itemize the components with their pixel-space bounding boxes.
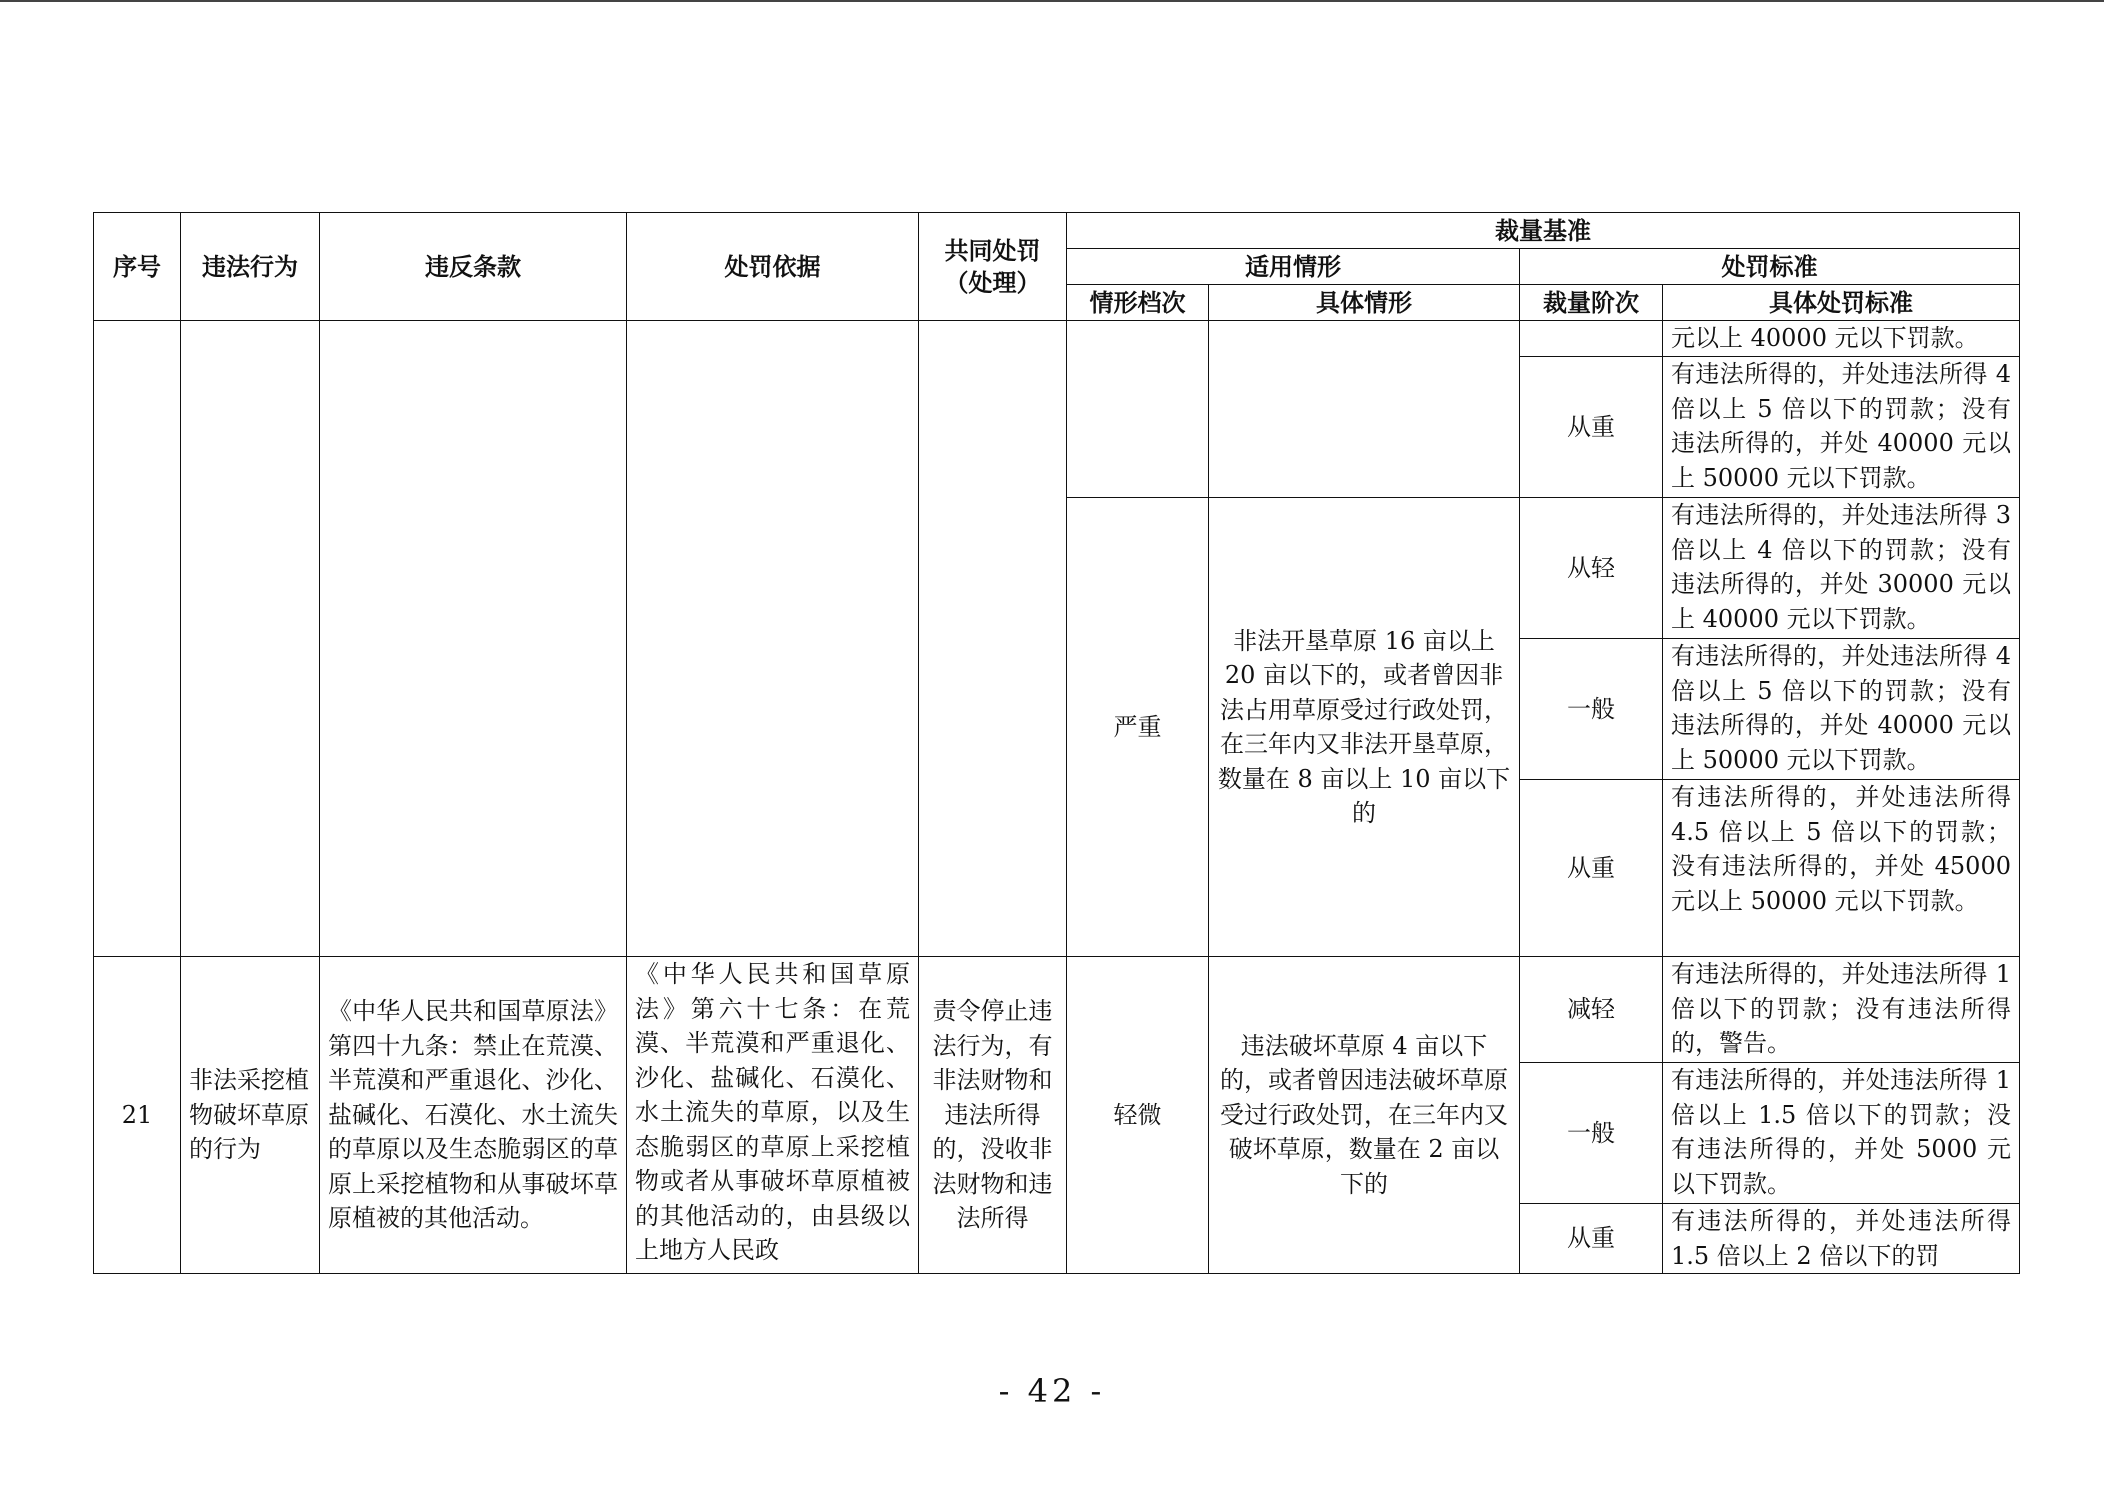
prev-seq-cell (94, 321, 181, 957)
prev-common-cell (919, 321, 1067, 957)
row21-clause: 《中华人民共和国草原法》第四十九条：禁止在荒漠、半荒漠和严重退化、沙化、盐碱化、石漠化、水土流失的草原以及生态脆弱区的草原上采挖植物和从事破坏草原植被的其他活动。 (320, 957, 627, 1274)
serious-heavy-penalty-text: 有违法所得的，并处违法所得 4.5 倍以上 5 倍以下的罚款；没有违法所得的，并处 45000 元以上 50000 元以下罚款。 (1663, 780, 2020, 957)
prev-level-cell (1067, 321, 1209, 498)
row21-level: 轻微 (1067, 957, 1209, 1274)
serious-level: 严重 (1067, 498, 1209, 957)
serious-light-penalty-text: 有违法所得的，并处违法所得 3 倍以上 4 倍以下的罚款；没有违法所得的，并处 30000 元以上 40000 元以下罚款。 (1663, 498, 2020, 639)
row21-situation: 违法破坏草原 4 亩以下的，或者曾因违法破坏草原受过行政处罚，在三年内又破坏草原，数量在 2 亩以下的 (1209, 957, 1520, 1274)
row21-general-grade: 一般 (1520, 1063, 1663, 1204)
heavy1-grade: 从重 (1520, 357, 1663, 498)
header-basis: 处罚依据 (627, 213, 919, 321)
row21-seq: 21 (94, 957, 181, 1274)
row21-act: 非法采挖植物破坏草原的行为 (181, 957, 320, 1274)
heavy1-penalty-text: 有违法所得的，并处违法所得 4 倍以上 5 倍以下的罚款；没有违法所得的，并处 40000 元以上 50000 元以下罚款。 (1663, 357, 2020, 498)
carry-penalty-text: 元以上 40000 元以下罚款。 (1663, 321, 2020, 357)
top-rule (0, 0, 2104, 2)
header-level: 情形档次 (1067, 285, 1209, 321)
serious-light-grade: 从轻 (1520, 498, 1663, 639)
header-applicable: 适用情形 (1067, 249, 1520, 285)
table-row (94, 321, 2020, 357)
header-standard: 处罚标准 (1520, 249, 2020, 285)
serious-situation: 非法开垦草原 16 亩以上 20 亩以下的，或者曾因非法占用草原受过行政处罚，在三年内又非法开垦草原，数量在 8 亩以上 10 亩以下的 (1209, 498, 1520, 957)
header-seq: 序号 (94, 213, 181, 321)
row21-general-penalty-text: 有违法所得的，并处违法所得 1 倍以上 1.5 倍以下的罚款；没有违法所得的，并处 5000 元以下罚款。 (1663, 1063, 2020, 1204)
row21-reduce-penalty-text: 有违法所得的，并处违法所得 1 倍以下的罚款；没有违法所得的，警告。 (1663, 957, 2020, 1063)
row21-common: 责令停止违法行为，有非法财物和违法所得的，没收非法财物和违法所得 (919, 957, 1067, 1274)
discretion-table (93, 212, 2020, 1274)
prev-clause-cell (320, 321, 627, 957)
header-situation: 具体情形 (1209, 285, 1520, 321)
prev-basis-cell (627, 321, 919, 957)
prev-act-cell (181, 321, 320, 957)
serious-general-grade: 一般 (1520, 639, 1663, 780)
prev-situation-cell (1209, 321, 1520, 498)
serious-heavy-grade: 从重 (1520, 780, 1663, 957)
header-act: 违法行为 (181, 213, 320, 321)
header-penalty: 具体处罚标准 (1663, 285, 2020, 321)
row21-heavy-grade: 从重 (1520, 1204, 1663, 1274)
table-row (94, 957, 2020, 1063)
header-clause: 违反条款 (320, 213, 627, 321)
carry-grade-cell (1520, 321, 1663, 357)
row21-heavy-penalty-text: 有违法所得的，并处违法所得 1.5 倍以上 2 倍以下的罚 (1663, 1204, 2020, 1274)
header-common: 共同处罚（处理） (919, 213, 1067, 321)
page-number: - 42 - (998, 1372, 1106, 1410)
header-discretion: 裁量基准 (1067, 213, 2020, 249)
row21-reduce-grade: 减轻 (1520, 957, 1663, 1063)
header-grade: 裁量阶次 (1520, 285, 1663, 321)
serious-general-penalty-text: 有违法所得的，并处违法所得 4 倍以上 5 倍以下的罚款；没有违法所得的，并处 40000 元以上 50000 元以下罚款。 (1663, 639, 2020, 780)
row21-basis: 《中华人民共和国草原法》第六十七条：在荒漠、半荒漠和严重退化、沙化、盐碱化、石漠化、水土流失的草原，以及生态脆弱区的草原上采挖植物或者从事破坏草原植被的其他活动的，由县级以上地方人民政 (627, 957, 919, 1274)
